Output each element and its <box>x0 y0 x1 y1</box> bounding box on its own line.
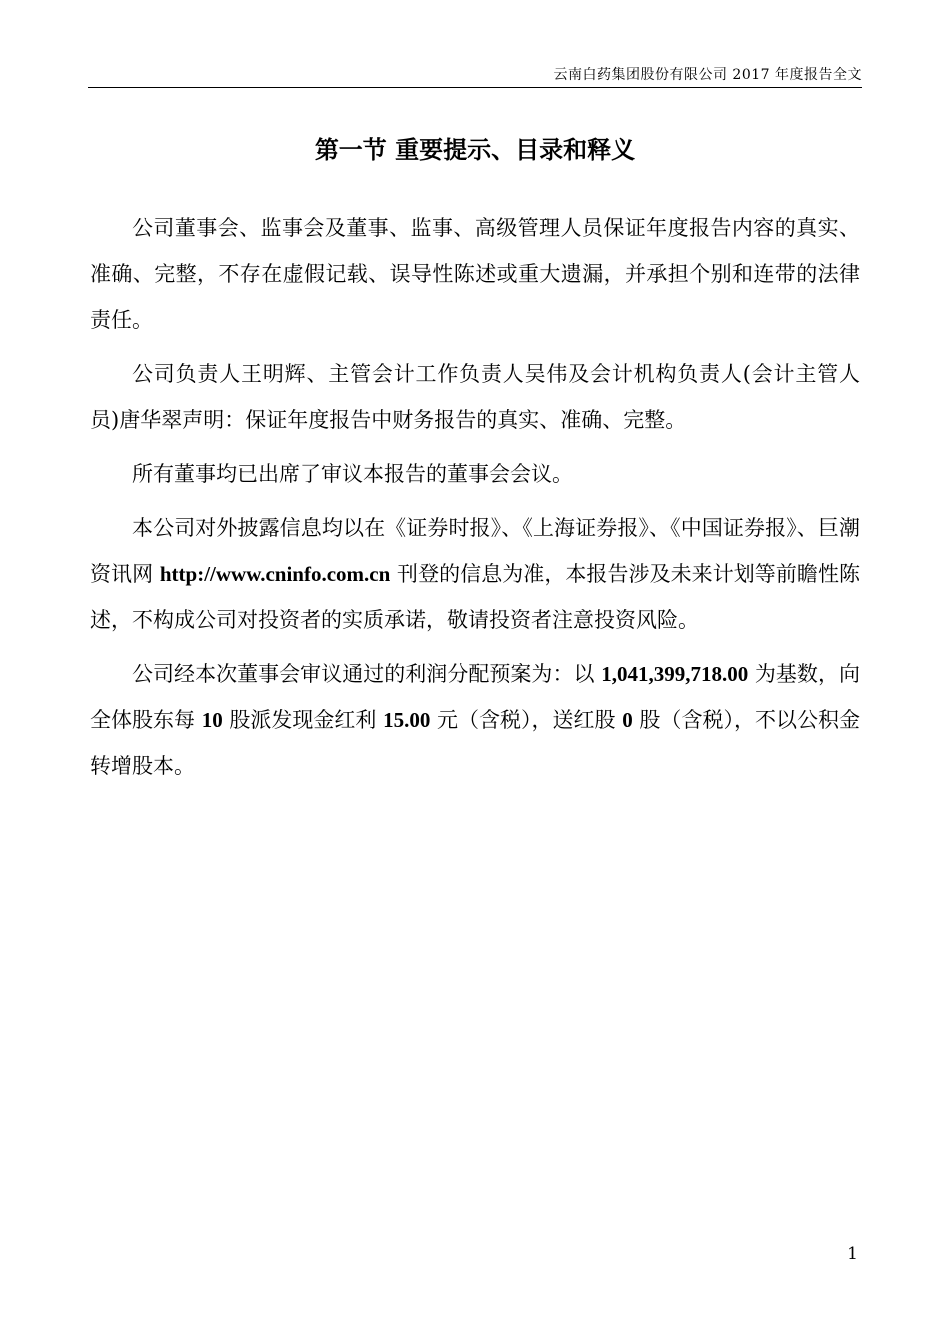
paragraph-directors-attendance: 所有董事均已出席了审议本报告的董事会会议。 <box>132 462 573 486</box>
paragraph-financial-statement: 公司负责人王明辉、主管会计工作负责人吴伟及会计机构负责人(会计主管人员)唐华翠声明：保证年度报告中财务报告的真实、准确、完整。 <box>90 362 860 432</box>
disclosure-text-1: 本公司对外披露信息均以在《证券时报》、《上海证券报》、《中国证券报》、巨潮资讯网 <box>90 516 860 586</box>
distribution-text-3: 股派发现金红利 <box>222 708 384 732</box>
body-text <box>90 205 860 797</box>
distribution-base-shares: 1,041,399,718.00 <box>601 662 749 686</box>
section-title: 第一节 重要提示、目录和释义 <box>314 135 636 164</box>
distribution-text-4: 元（含税），送红股 <box>430 708 623 732</box>
distribution-bonus-shares: 0 <box>622 708 633 732</box>
paragraph-profit-distribution <box>90 651 860 789</box>
header-rule <box>88 87 862 88</box>
distribution-cash-dividend: 15.00 <box>383 708 431 732</box>
distribution-per-shares: 10 <box>201 708 223 732</box>
disclosure-text-2: 刊登的信息为准，本报告涉及未来计划等前瞻性陈述，不构成公司对投资者的实质承诺，敬请投资者注意投资风险。 <box>90 562 860 632</box>
distribution-text-1: 公司经本次董事会审议通过的利润分配预案为：以 <box>132 662 602 686</box>
distribution-text-5: 股（含税），不以公积金转增股本。 <box>90 708 860 778</box>
distribution-text-2: 为基数，向全体股东每 <box>90 662 860 732</box>
paragraph-board-guarantee: 公司董事会、监事会及董事、监事、高级管理人员保证年度报告内容的真实、准确、完整，不存在虚假记载、误导性陈述或重大遗漏，并承担个别和连带的法律责任。 <box>90 216 860 332</box>
paragraph-disclosure <box>90 505 860 643</box>
disclosure-url: http://www.cninfo.com.cn <box>159 562 391 586</box>
page-number: 1 <box>847 1244 858 1264</box>
running-header: 云南白药集团股份有限公司 2017 年度报告全文 <box>553 67 862 83</box>
